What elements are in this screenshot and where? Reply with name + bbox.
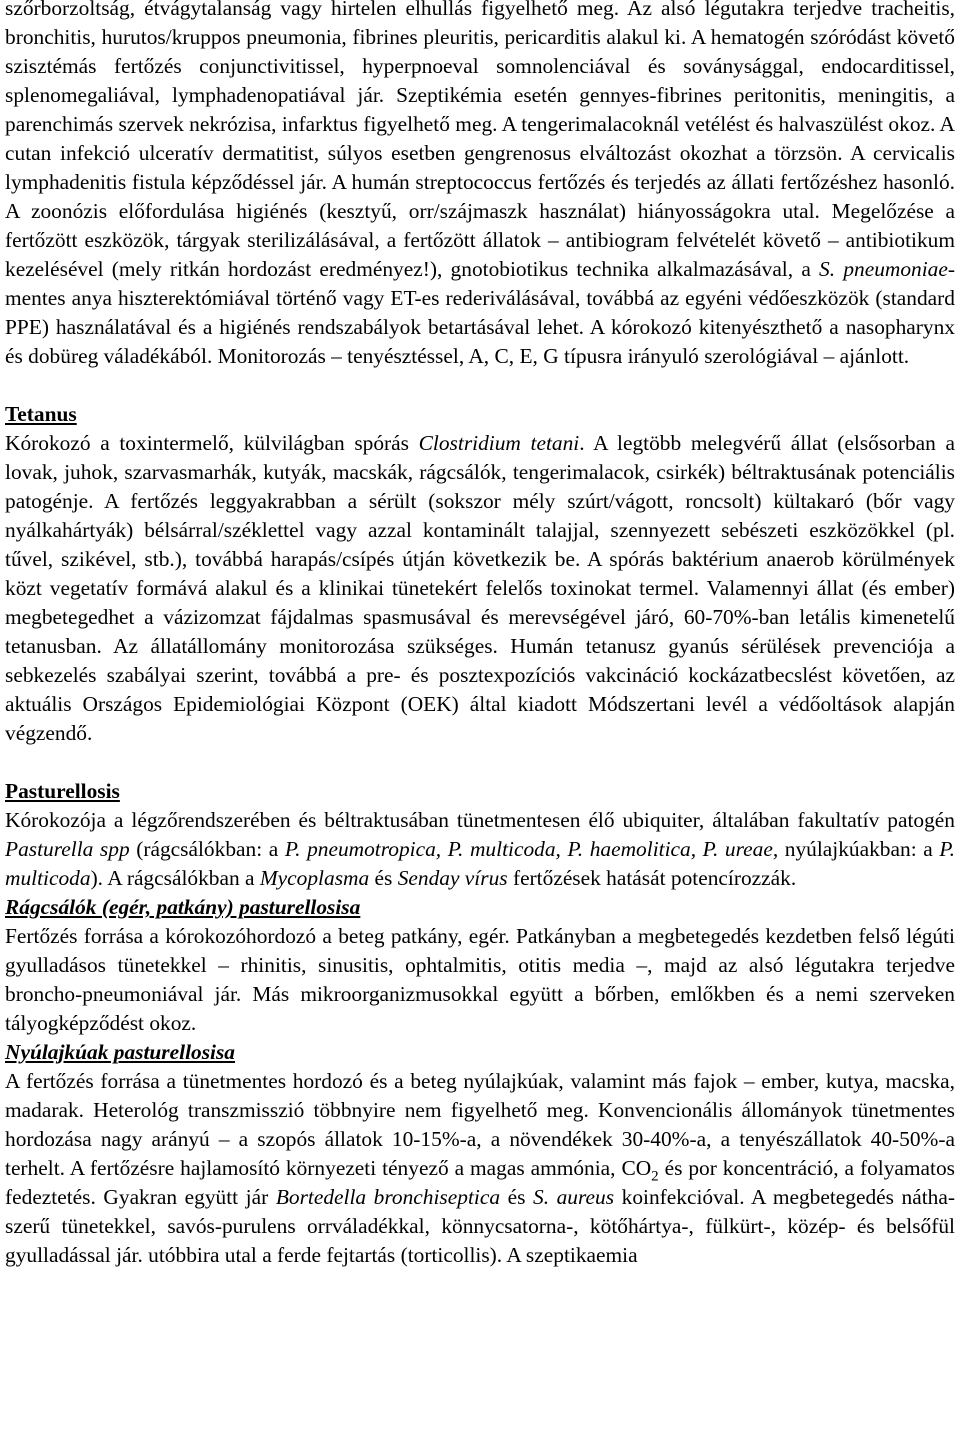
text-run: koinfekcióval. A megbetegedés nátha-szerű tünetekkel, savós-purulens orrváladékkal, könnycsatorna-, kötőhártya-, fülkürt-, közép- és belsőfül gyulladással jár. utóbbira utal a ferde fejtartás (torticollis). A szeptikaemia bbox=[5, 1185, 955, 1267]
text-run: ). A rágcsálókban a bbox=[90, 866, 260, 890]
section-heading-rodents: Rágcsálók (egér, patkány) pasturellosisa bbox=[5, 895, 361, 919]
text-run: Kórokozója a légzőrendszerében és béltraktusában tünetmentesen élő ubiquiter, általában fakultatív patogén bbox=[5, 808, 955, 832]
species-name: P. pneumotropica, P. multicoda, P. haemolitica, P. ureae, bbox=[284, 837, 779, 861]
species-name: P. multicoda bbox=[5, 837, 955, 890]
text-run: A fertőzés forrása a tünetmentes hordozó és a beteg nyúlajkúak, valamint más fajok – ember, kutya, macska, madarak. Heterológ transzmisszió többnyire nem figyelhető meg. Konvencionális állományok tünetmentes hordozása nagy arányú – a szopós állatok 10-15%-a, a növendékek 30-40%-a, a tenyészállatok 40-50%-a terhelt. A fertőzésre hajlamosító környezeti tényező a magas ammónia, CO bbox=[5, 1069, 955, 1180]
text-run: nyúlajkúakban: a bbox=[778, 837, 940, 861]
spacer bbox=[5, 371, 955, 400]
section-heading-tetanus: Tetanus bbox=[5, 402, 77, 426]
subscript: 2 bbox=[651, 1168, 659, 1185]
species-name: Senday vírus bbox=[397, 866, 508, 890]
spacer bbox=[5, 748, 955, 777]
rabbits-paragraph bbox=[5, 1067, 955, 1270]
species-name: Bortedella bronchiseptica bbox=[275, 1185, 501, 1209]
text-run: (rágcsálókban: a bbox=[129, 837, 285, 861]
pasturellosis-paragraph bbox=[5, 806, 955, 893]
section-heading-pasturellosis: Pasturellosis bbox=[5, 779, 120, 803]
text-run: fertőzések hatását potencírozzák. bbox=[507, 866, 797, 890]
text-run: és bbox=[369, 866, 398, 890]
section-heading-rabbits: Nyúlajkúak pasturellosisa bbox=[5, 1040, 235, 1064]
species-name: Pasturella spp bbox=[5, 837, 130, 861]
document-page bbox=[5, 0, 955, 1270]
species-name: Clostridium tetani bbox=[418, 431, 580, 455]
text-run: -mentes anya hiszterektómiával történő vagy ET-es rederiválásával, továbbá az egyéni védőeszközök (standard PPE) használatával és a higiénés rendszabályok betartásával lehet. A kórokozó kitenyészthető a nasopharynx és dobüreg váladékából. Monitorozás – tenyésztéssel, A, C, E, G típusra irányuló szerológiával – ajánlott. bbox=[5, 257, 955, 368]
intro-paragraph bbox=[5, 0, 955, 371]
text-run: szőrborzoltság, étvágytalanság vagy hirtelen elhullás figyelhető meg. Az alsó légutakra terjedve tracheitis, bronchitis, hurutos/kruppos pneumonia, fibrines pleuritis, pericarditis alakul ki. A hematogén szóródást követő szisztémás fertőzés conjunctivitissel, hyperpnoeval somnolenciával és soványsággal, endocarditissel, splenomegaliával, lymphadenopatiával jár. Szeptikémia esetén gennyes-fibrines peritonitis, meningitis, a parenchimás szervek nekrózisa, infarktus figyelhető meg. A tengerimalacoknál vetélést és halvaszülést okoz. A cutan infekció ulceratív dermatitist, súlyos esetben gengrenosus elváltozást okozhat a törzsön. A cervicalis lymphadenitis fistula képződéssel jár. A humán streptococcus fertőzés és terjedés az állati fertőzéshez hasonló. A zoonózis előfordulása higiénés (kesztyű, orr/szájmaszk használat) hiányosságokra utal. Megelőzése a fertőzött eszközök, tárgyak sterilizálásával, a fertőzött állatok – antibiogram felvételét követő – antibiotikum kezelésével (mely ritkán hordozást eredményez!), gnotobiotikus technika alkalmazásával, a bbox=[5, 0, 955, 281]
species-name: S. pneumoniae bbox=[819, 257, 948, 281]
species-name: S. aureus bbox=[533, 1185, 615, 1209]
text-run: és bbox=[500, 1185, 533, 1209]
text-run: . A legtöbb melegvérű állat (elsősorban a lovak, juhok, szarvasmarhák, kutyák, macskák, rágcsálók, tengerimalacok, csirkék) béltraktusának potenciális patogénje. A fertőzés leggyakrabban a sérült (sokszor mély szúrt/vágott, roncsolt) kültakaró (bőr vagy nyálkahártyák) bélsárral/széklettel vagy azzal kontaminált talajjal, szennyezett sebészeti eszközökkel (pl. tűvel, szikével, stb.), továbbá harapás/csípés útján következik be. A spórás baktérium anaerob körülmények közt vegetatív formává alakul és a klinikai tünetekért felelős toxinokat termel. Valamennyi állat (és ember) megbetegedhet a vázizomzat fájdalmas spasmusával és merevségével járó, 60-70%-ban letális kimenetelű tetanusban. Az állatállomány monitorozása szükséges. Humán tetanusz gyanús sérülések prevenciója a sebkezelés szabályai szerint, továbbá a pre- és posztexpozíciós vakcináció kockázatbecslést követően, az aktuális Országos Epidemiológiai Központ (OEK) által kiadott Módszertani levél a védőoltások alapján végzendő. bbox=[5, 431, 955, 745]
rodents-paragraph: Fertőzés forrása a kórokozóhordozó a beteg patkány, egér. Patkányban a megbetegedés kezdetben felső légúti gyulladásos tünetekkel – rhinitis, sinusitis, ophtalmitis, otitis media –, majd az alsó légutakra terjedve broncho-pneumoniával jár. Más mikroorganizmusokkal együtt a bőrben, emlőkben és a nemi szerveken tályogképződést okoz. bbox=[5, 924, 955, 1035]
text-run: Kórokozó a toxintermelő, külvilágban spórás bbox=[5, 431, 419, 455]
tetanus-paragraph bbox=[5, 429, 955, 748]
species-name: Mycoplasma bbox=[259, 866, 370, 890]
text-run: és por koncentráció, a folyamatos fedeztetés. Gyakran együtt jár bbox=[5, 1156, 956, 1209]
